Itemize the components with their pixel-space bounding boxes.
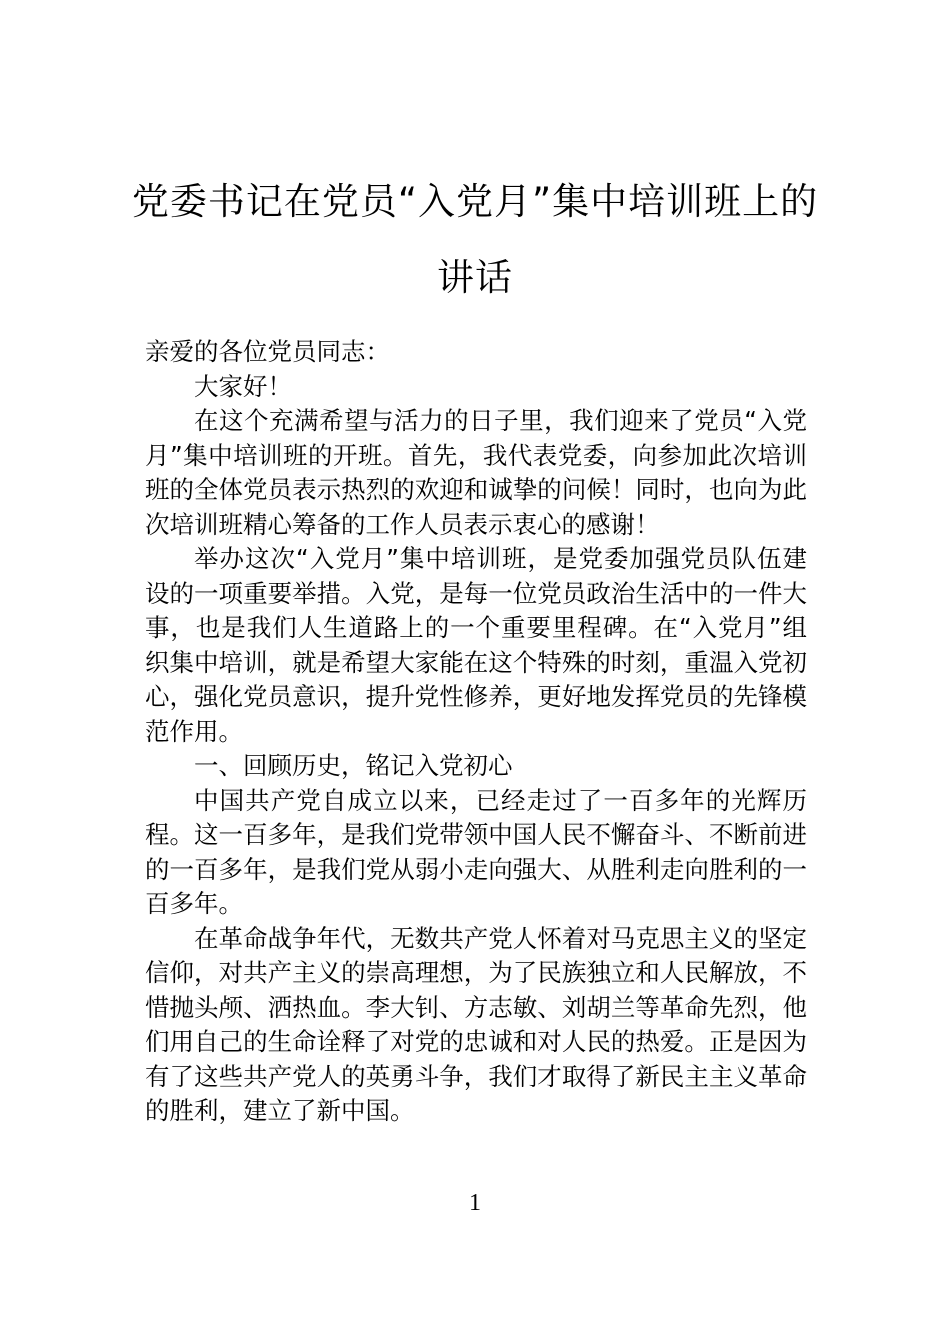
salutation: 亲爱的各位党员同志： xyxy=(145,337,390,366)
body-paragraph: 在革命战争年代，无数共产党人怀着对马克思主义的坚定信仰，对共产主义的崇高理想，为了民族独立和人民解放，不惜抛头颅、洒热血。李大钊、方志敏、刘胡兰等革命先烈，他们用自己的生命诠释了对党的忠诚和对人民的热爱。正是因为有了这些共产党人的英勇斗争，我们才取得了新民主主义革命的胜利，建立了新中国。 xyxy=(145,923,807,1125)
page-number: 1 xyxy=(469,1190,481,1216)
section-heading: 一、回顾历史，铭记入党初心 xyxy=(194,751,513,780)
document-body xyxy=(145,335,807,1129)
body-paragraph: 在这个充满希望与活力的日子里，我们迎来了党员“入党月”集中培训班的开班。首先，我代表党委，向参加此次培训班的全体党员表示热烈的欢迎和诚挚的问候！同时，也向为此次培训班精心筹备的工作人员表示衷心的感谢！ xyxy=(145,406,807,539)
greeting-paragraph: 大家好！ xyxy=(194,371,292,401)
body-paragraph: 举办这次“入党月”集中培训班，是党委加强党员队伍建设的一项重要举措。入党，是每一位党员政治生活中的一件大事，也是我们人生道路上的一个重要里程碑。在“入党月”组织集中培训，就是希望大家能在这个特殊的时刻，重温入党初心，强化党员意识，提升党性修养，更好地发挥党员的先锋模范作用。 xyxy=(145,544,807,746)
document-title: 党委书记在党员“入党月”集中培训班上的讲话 xyxy=(131,180,819,299)
body-paragraph: 中国共产党自成立以来，已经走过了一百多年的光辉历程。这一百多年，是我们党带领中国人民不懈奋斗、不断前进的一百多年，是我们党从弱小走向强大、从胜利走向胜利的一百多年。 xyxy=(145,785,807,918)
